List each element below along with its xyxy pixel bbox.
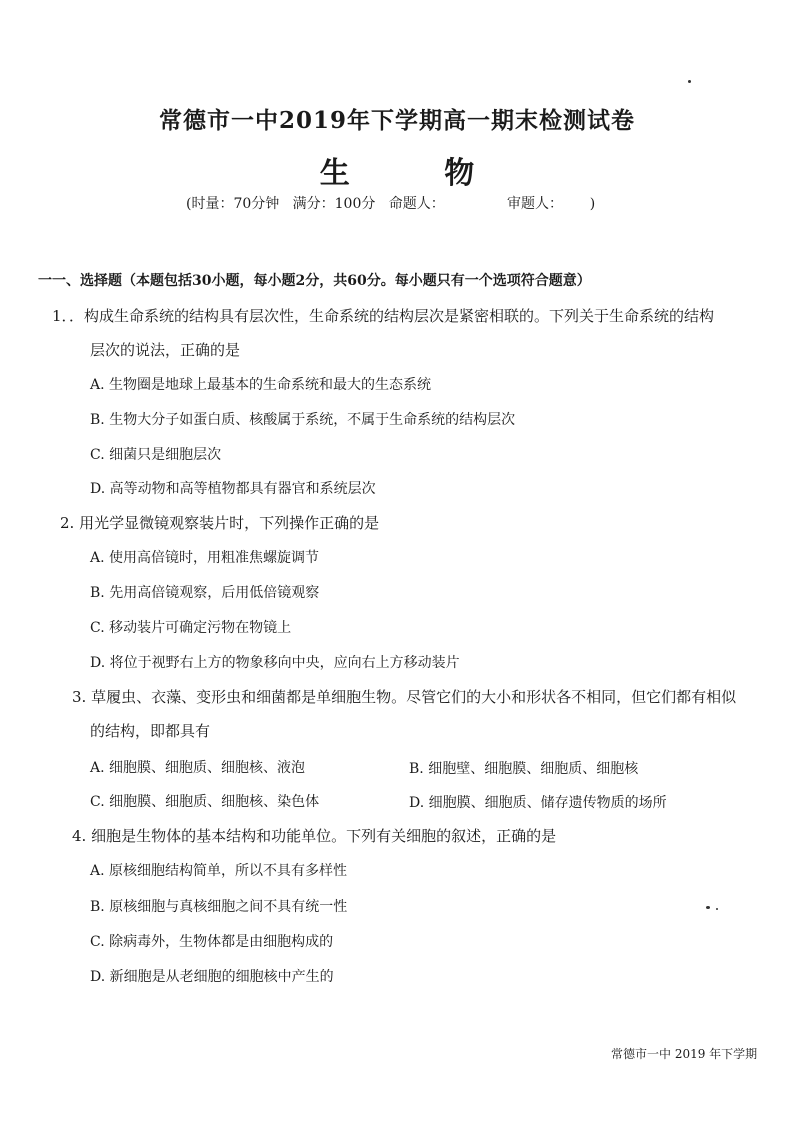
question-3-stem: 3. 草履虫、衣藻、变形虫和细菌都是单细胞生物。尽管它们的大小和形状各不相同，但它们都有相似	[72, 688, 737, 706]
question-2-option-a: A. 使用高倍镜时，用粗准焦螺旋调节	[90, 550, 320, 566]
question-2-option-b: B. 先用高倍镜观察，后用低倍镜观察	[90, 585, 320, 601]
question-1-stem-cont: 层次的说法，正确的是	[90, 341, 241, 359]
question-4-stem: 4. 细胞是生物体的基本结构和功能单位。下列有关细胞的叙述，正确的是	[72, 827, 557, 845]
question-1-option-a: A. 生物圈是地球上最基本的生命系统和最大的生态系统	[90, 377, 432, 393]
scan-speck	[706, 906, 710, 909]
question-2-stem: 2. 用光学显微镜观察装片时，下列操作正确的是	[60, 514, 380, 532]
question-3-option-c: C. 细胞膜、细胞质、细胞核、染色体	[90, 794, 320, 810]
scan-speck	[716, 908, 718, 910]
question-3-stem-cont: 的结构，即都具有	[90, 722, 211, 740]
scan-speck	[688, 80, 691, 83]
question-3-option-b: B. 细胞壁、细胞膜、细胞质、细胞核	[409, 761, 639, 777]
question-4-option-a: A. 原核细胞结构简单，所以不具有多样性	[90, 863, 348, 879]
question-2-option-c: C. 移动装片可确定污物在物镜上	[90, 620, 292, 636]
exam-meta-info: (时量：70分钟 满分：100分 命题人： 审题人： )	[186, 196, 596, 212]
question-2-option-d: D. 将位于视野右上方的物象移向中央，应向右上方移动装片	[90, 655, 460, 671]
section-heading: 一一、选择题（本题包括30小题，每小题2分，共60分。每小题只有一个选项符合题意）	[38, 273, 591, 289]
question-4-option-d: D. 新细胞是从老细胞的细胞核中产生的	[90, 969, 334, 985]
question-3-option-d: D. 细胞膜、细胞质、储存遗传物质的场所	[409, 795, 667, 811]
question-1-option-b: B. 生物大分子如蛋白质、核酸属于系统，不属于生命系统的结构层次	[90, 412, 516, 428]
question-3-option-a: A. 细胞膜、细胞质、细胞核、液泡	[90, 760, 306, 776]
question-4-option-c: C. 除病毒外，生物体都是由细胞构成的	[90, 934, 334, 950]
page-footer: 常德市一中 2019 年下学期	[611, 1047, 758, 1061]
question-1-stem: 1．．构成生命系统的结构具有层次性，生命系统的结构层次是紧密相联的。下列关于生命系统的结构	[52, 307, 715, 325]
question-4-option-b: B. 原核细胞与真核细胞之间不具有统一性	[90, 899, 348, 915]
subject-title: 生 物	[319, 156, 517, 191]
question-1-option-c: C. 细菌只是细胞层次	[90, 447, 222, 463]
exam-title: 常德市一中2019年下学期高一期末检测试卷	[158, 107, 635, 134]
question-1-option-d: D. 高等动物和高等植物都具有器官和系统层次	[90, 481, 376, 497]
